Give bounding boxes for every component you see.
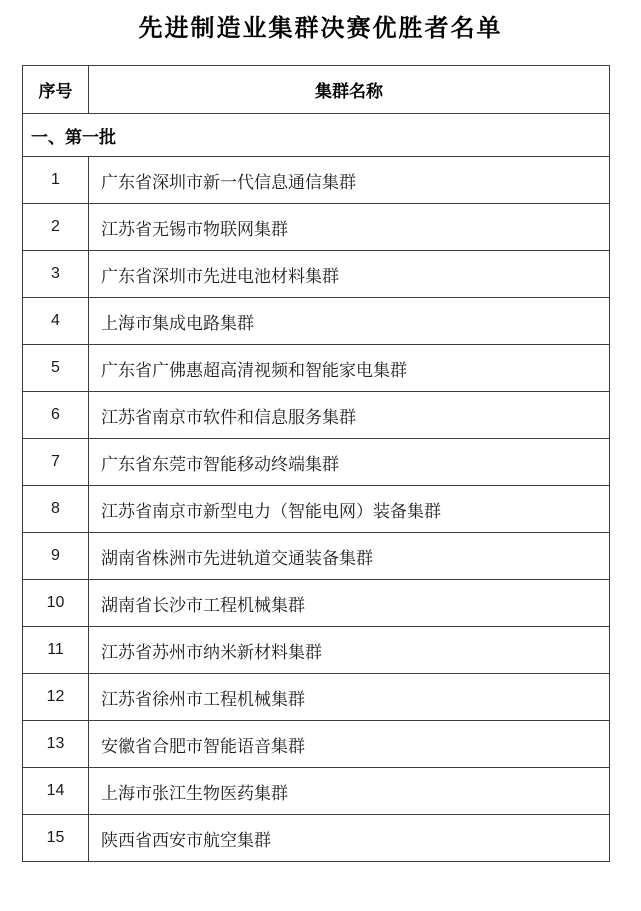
- row-number: 10: [23, 580, 89, 627]
- table-row: [23, 533, 610, 580]
- table-row: [23, 298, 610, 345]
- row-number: 2: [23, 204, 89, 251]
- cluster-name: 上海市张江生物医药集群: [89, 768, 610, 815]
- header-cell-cluster-name: 集群名称: [89, 66, 610, 114]
- cluster-name: 广东省深圳市新一代信息通信集群: [89, 157, 610, 204]
- row-number: 12: [23, 674, 89, 721]
- cluster-name: 广东省广佛惠超高清视频和智能家电集群: [89, 345, 610, 392]
- row-number: 15: [23, 815, 89, 862]
- table-row: [23, 768, 610, 815]
- table-row: [23, 345, 610, 392]
- cluster-name: 江苏省无锡市物联网集群: [89, 204, 610, 251]
- section-label: 一、第一批: [23, 114, 610, 157]
- table-header-row: [23, 66, 610, 114]
- row-number: 8: [23, 486, 89, 533]
- cluster-name: 上海市集成电路集群: [89, 298, 610, 345]
- table-row: [23, 204, 610, 251]
- table-row: [23, 392, 610, 439]
- page-title: 先进制造业集群决赛优胜者名单: [138, 15, 503, 42]
- table-row: [23, 251, 610, 298]
- row-number: 9: [23, 533, 89, 580]
- cluster-name: 湖南省长沙市工程机械集群: [89, 580, 610, 627]
- table-row: [23, 580, 610, 627]
- row-number: 4: [23, 298, 89, 345]
- cluster-name: 陕西省西安市航空集群: [89, 815, 610, 862]
- cluster-name: 广东省深圳市先进电池材料集群: [89, 251, 610, 298]
- cluster-name: 湖南省株洲市先进轨道交通装备集群: [89, 533, 610, 580]
- cluster-name: 江苏省南京市新型电力（智能电网）装备集群: [89, 486, 610, 533]
- row-number: 6: [23, 392, 89, 439]
- winners-table: [22, 65, 610, 862]
- cluster-name: 安徽省合肥市智能语音集群: [89, 721, 610, 768]
- table-row: [23, 157, 610, 204]
- header-cell-serial-no: 序号: [23, 66, 89, 114]
- section-row-batch-1: [23, 114, 610, 157]
- row-number: 11: [23, 627, 89, 674]
- page: [0, 13, 641, 911]
- table-row: [23, 439, 610, 486]
- row-number: 5: [23, 345, 89, 392]
- table-row: [23, 627, 610, 674]
- row-number: 13: [23, 721, 89, 768]
- row-number: 7: [23, 439, 89, 486]
- table-row: [23, 486, 610, 533]
- cluster-name: 江苏省南京市软件和信息服务集群: [89, 392, 610, 439]
- cluster-name: 江苏省徐州市工程机械集群: [89, 674, 610, 721]
- row-number: 3: [23, 251, 89, 298]
- table-row: [23, 815, 610, 862]
- cluster-name: 广东省东莞市智能移动终端集群: [89, 439, 610, 486]
- cluster-name: 江苏省苏州市纳米新材料集群: [89, 627, 610, 674]
- row-number: 14: [23, 768, 89, 815]
- table-row: [23, 674, 610, 721]
- row-number: 1: [23, 157, 89, 204]
- table-row: [23, 721, 610, 768]
